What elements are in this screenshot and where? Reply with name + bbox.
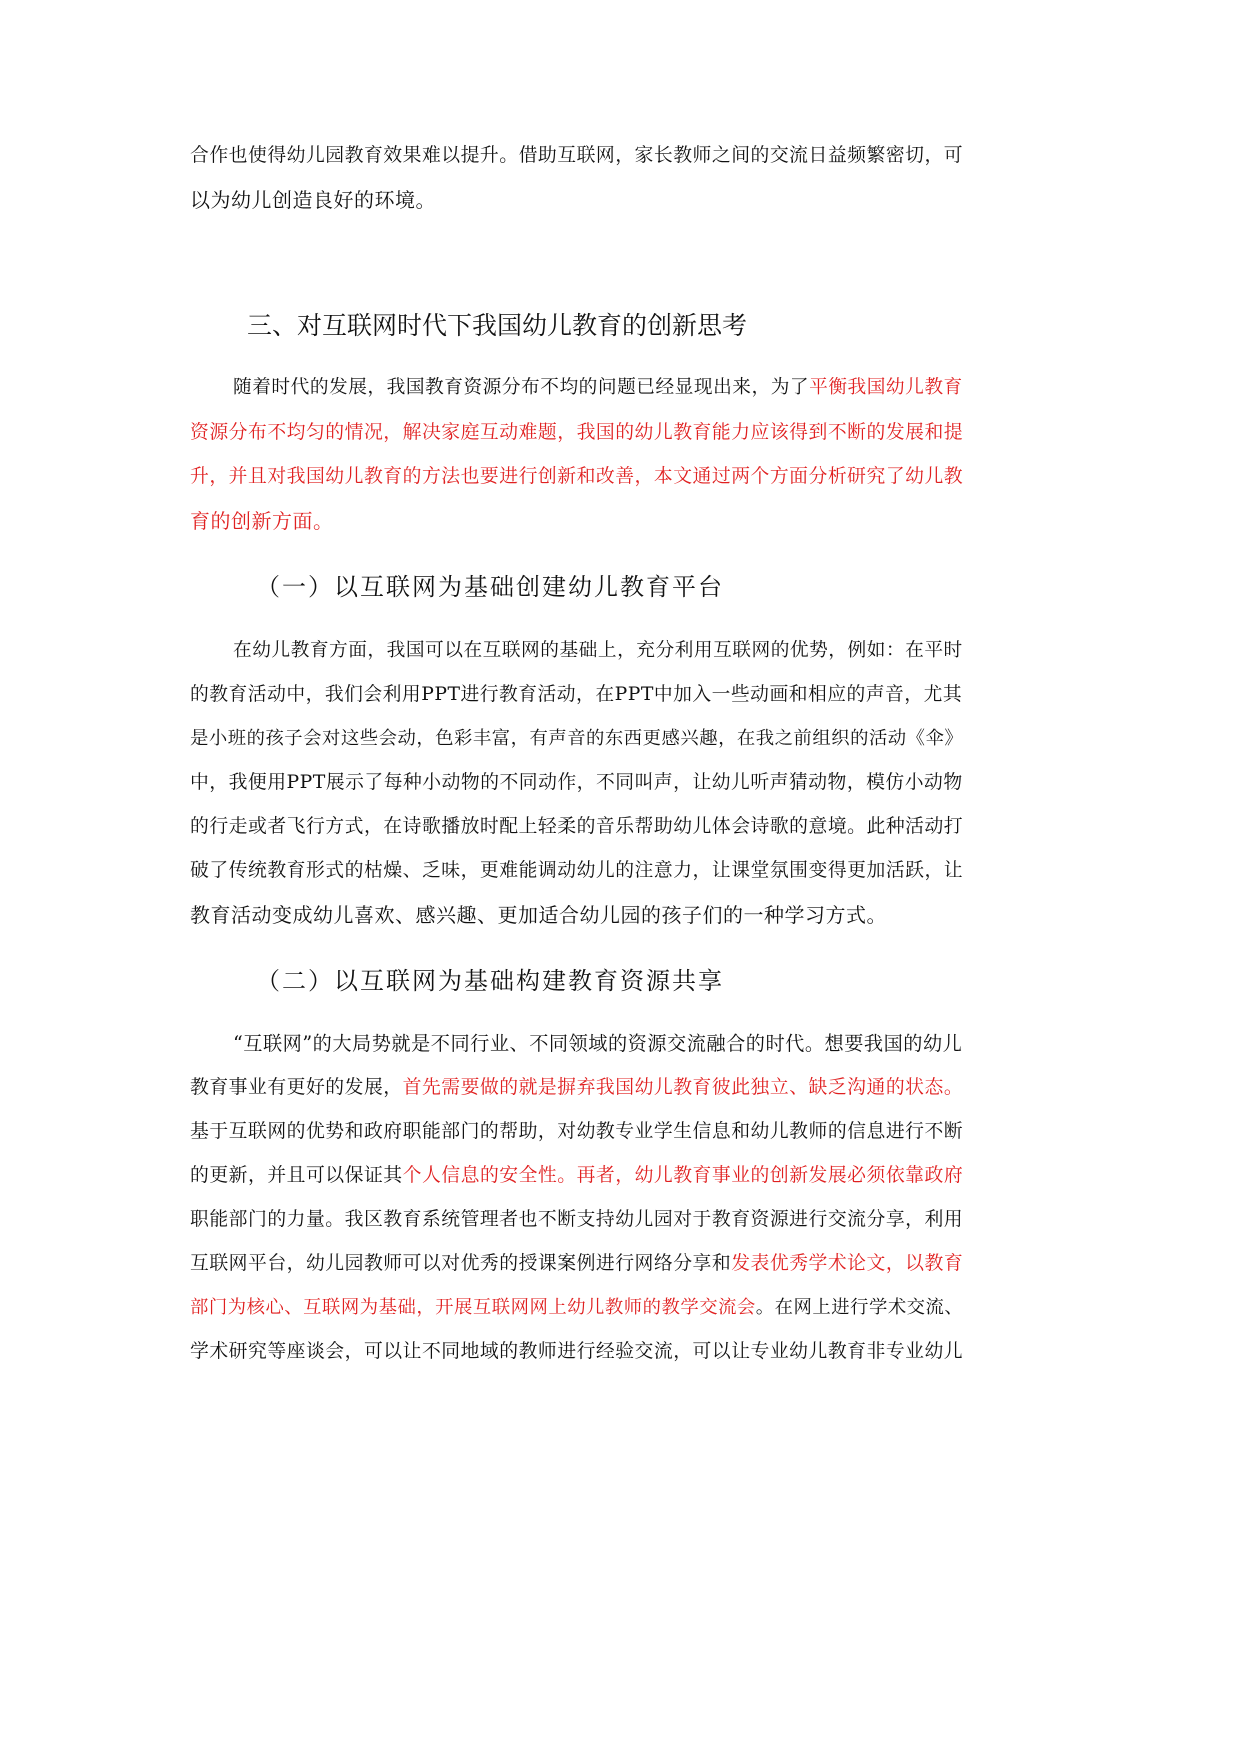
text-run: 随着时代的发展，我国教育资源分布不均的问题已经显现出来，为了 bbox=[233, 377, 810, 398]
highlighted-text: 部门为核心、互联网为基础，开展互联网网上幼儿教师的教学交流会 bbox=[190, 1297, 756, 1318]
paragraph-line: 基于互联网的优势和政府职能部门的帮助，对幼教专业学生信息和幼儿教师的信息进行不断 bbox=[190, 1121, 964, 1142]
highlighted-text: 首先需要做的就是摒弃我国幼儿教育彼此独立、缺乏沟通的状态。 bbox=[402, 1077, 964, 1098]
paragraph-line: 以为幼儿创造良好的环境。 bbox=[190, 188, 436, 212]
highlighted-text: 个人信息的安全性。再者，幼儿教育事业的创新发展必须依靠政府 bbox=[402, 1165, 964, 1186]
highlighted-line: 育的创新方面。 bbox=[190, 509, 334, 533]
text-run: 教育事业有更好的发展， bbox=[190, 1077, 403, 1098]
text-run: 。在网上进行学术交流、 bbox=[755, 1297, 964, 1318]
text-run: 的更新，并且可以保证其 bbox=[190, 1165, 403, 1186]
paragraph-line: 中，我便用PPT展示了每种小动物的不同动作，不同叫声，让幼儿听声猜动物，模仿小动物 bbox=[190, 772, 963, 793]
paragraph-line bbox=[233, 374, 963, 402]
paragraph-line bbox=[190, 1074, 963, 1102]
highlighted-line: 资源分布不均匀的情况，解决家庭互动难题，我国的幼儿教育能力应该得到不断的发展和提 bbox=[190, 422, 964, 443]
paragraph-line: 的教育活动中，我们会利用PPT进行教育活动，在PPT中加入一些动画和相应的声音，尤其 bbox=[190, 684, 963, 705]
paragraph-line: 教育活动变成幼儿喜欢、感兴趣、更加适合幼儿园的孩子们的一种学习方式。 bbox=[190, 903, 887, 927]
paragraph-line: 是小班的孩子会对这些会动，色彩丰富，有声音的东西更感兴趣，在我之前组织的活动《伞》 bbox=[190, 728, 964, 749]
highlighted-text: 平衡我国幼儿教育 bbox=[809, 377, 963, 398]
paragraph-line: 在幼儿教育方面，我国可以在互联网的基础上，充分利用互联网的优势，例如：在平时 bbox=[233, 640, 963, 661]
text-run: 互联网平台，幼儿园教师可以对优秀的授课案例进行网络分享和 bbox=[190, 1253, 732, 1274]
paragraph-line: 合作也使得幼儿园教育效果难以提升。借助互联网，家长教师之间的交流日益频繁密切，可 bbox=[190, 145, 964, 166]
subsection-heading: （一）以互联网为基础创建幼儿教育平台 bbox=[256, 573, 724, 601]
paragraph-line: 学术研究等座谈会，可以让不同地域的教师进行经验交流，可以让专业幼儿教育非专业幼儿 bbox=[190, 1341, 964, 1362]
section-heading: 三、对互联网时代下我国幼儿教育的创新思考 bbox=[247, 311, 748, 340]
paragraph-line bbox=[190, 1162, 963, 1190]
paragraph-line: 破了传统教育形式的枯燥、乏味，更难能调动幼儿的注意力，让课堂氛围变得更加活跃，让 bbox=[190, 860, 964, 881]
highlighted-text: 发表优秀学术论文，以教育 bbox=[731, 1253, 964, 1274]
paragraph-line: “互联网”的大局势就是不同行业、不同领域的资源交流融合的时代。想要我国的幼儿 bbox=[233, 1032, 963, 1055]
highlighted-line: 升，并且对我国幼儿教育的方法也要进行创新和改善，本文通过两个方面分析研究了幼儿教 bbox=[190, 466, 964, 487]
subsection-heading: （二）以互联网为基础构建教育资源共享 bbox=[256, 967, 724, 995]
paragraph-line bbox=[190, 1294, 963, 1322]
paragraph-line: 的行走或者飞行方式，在诗歌播放时配上轻柔的音乐帮助幼儿体会诗歌的意境。此种活动打 bbox=[190, 816, 964, 837]
paragraph-line: 职能部门的力量。我区教育系统管理者也不断支持幼儿园对于教育资源进行交流分享，利用 bbox=[190, 1209, 964, 1230]
paragraph-line bbox=[190, 1250, 963, 1278]
